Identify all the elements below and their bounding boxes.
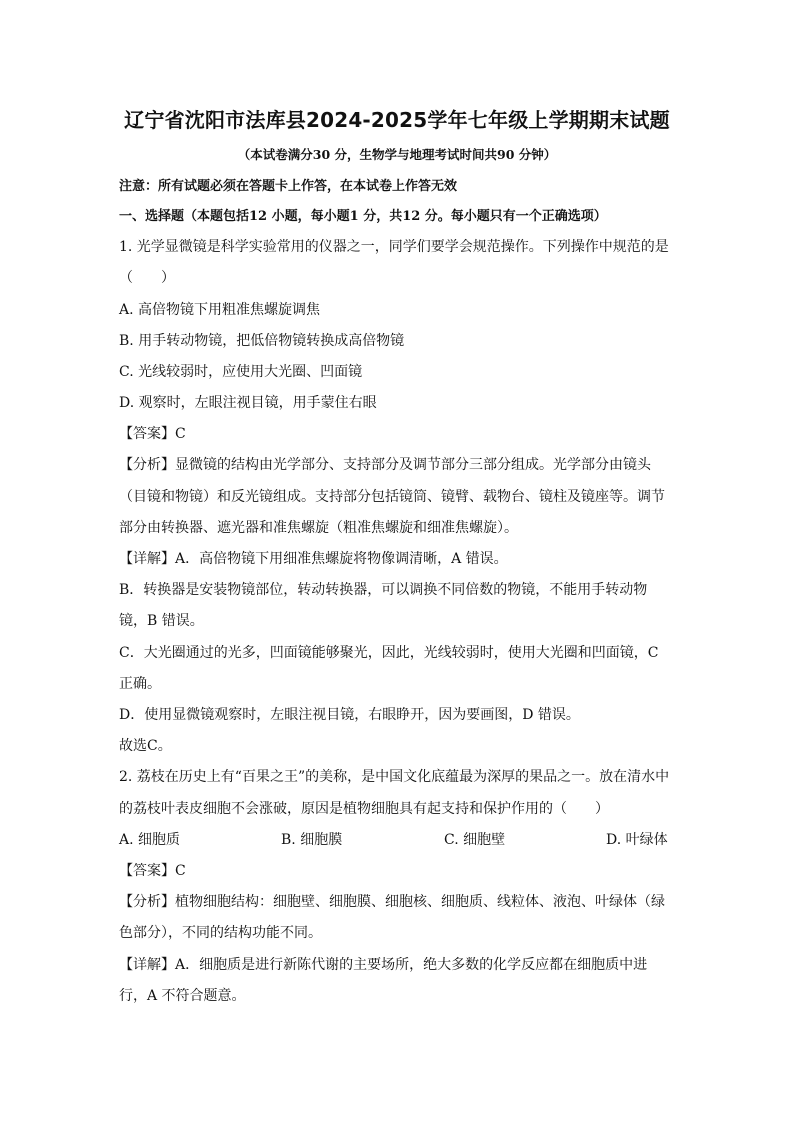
q1-option-a: A. 高倍物镜下用粗准焦螺旋调焦 bbox=[119, 302, 321, 318]
q2-stem-line1: 2. 荔枝在历史上有“百果之王”的美称，是中国文化底蕴最为深厚的果品之一。放在清水中 bbox=[119, 769, 670, 785]
q1-stem-line2: （ ） bbox=[119, 270, 175, 286]
q2-detail-line1: 【详解】A．细胞质是进行新陈代谢的主要场所，绝大多数的化学反应都在细胞质中进 bbox=[119, 957, 648, 973]
page-title: 辽宁省沈阳市法库县2024-2025学年七年级上学期期末试题 bbox=[124, 108, 670, 132]
q1-answer: 【答案】C bbox=[119, 426, 186, 442]
q1-detail-line1: 【详解】A．高倍物镜下用细准焦螺旋将物像调清晰，A 错误。 bbox=[119, 551, 508, 567]
q2-detail-line2: 行，A 不符合题意。 bbox=[119, 988, 246, 1004]
q1-conclusion: 故选C。 bbox=[119, 738, 172, 754]
q1-detail-line2: B．转换器是安装物镜部位，转动转换器，可以调换不同倍数的物镜，不能用手转动物 bbox=[119, 582, 648, 598]
q2-option-d: D. 叶绿体 bbox=[606, 832, 668, 848]
q2-option-a: A. 细胞质 bbox=[119, 832, 181, 848]
q2-analysis-line1: 【分析】植物细胞结构：细胞壁、细胞膜、细胞核、细胞质、线粒体、液泡、叶绿体（绿 bbox=[119, 894, 665, 910]
q1-option-d: D. 观察时，左眼注视目镜，用手蒙住右眼 bbox=[119, 395, 377, 411]
exam-subtitle: （本试卷满分30 分，生物学与地理考试时间共90 分钟） bbox=[237, 147, 557, 162]
q2-option-b: B. 细胞膜 bbox=[281, 832, 343, 848]
q1-analysis-line2: （目镜和物镜）和反光镜组成。支持部分包括镜筒、镜臂、载物台、镜柱及镜座等。调节 bbox=[119, 489, 665, 505]
q1-option-b: B. 用手转动物镜，把低倍物镜转换成高倍物镜 bbox=[119, 333, 405, 349]
q1-detail-line5: 正确。 bbox=[119, 676, 161, 692]
q1-detail-line6: D．使用显微镜观察时，左眼注视目镜，右眼睁开，因为要画图，D 错误。 bbox=[119, 707, 580, 723]
section-heading: 一、选择题（本题包括12 小题，每小题1 分，共12 分。每小题只有一个正确选项） bbox=[119, 209, 607, 224]
q1-analysis-line1: 【分析】显微镜的结构由光学部分、支持部分及调节部分三部分组成。光学部分由镜头 bbox=[119, 457, 651, 473]
notice-text: 注意：所有试题必须在答题卡上作答，在本试卷上作答无效 bbox=[119, 179, 458, 194]
q1-stem-line1: 1. 光学显微镜是科学实验常用的仪器之一，同学们要学会规范操作。下列操作中规范的是 bbox=[119, 239, 669, 255]
q2-option-c: C. 细胞壁 bbox=[444, 832, 506, 848]
q1-option-c: C. 光线较弱时，应使用大光圈、凹面镜 bbox=[119, 364, 363, 380]
q2-analysis-line2: 色部分），不同的结构功能不同。 bbox=[119, 925, 322, 941]
q1-analysis-line3: 部分由转换器、遮光器和准焦螺旋（粗准焦螺旋和细准焦螺旋）。 bbox=[119, 520, 518, 536]
q1-detail-line3: 镜，B 错误。 bbox=[119, 613, 204, 629]
q2-stem-line2: 的荔枝叶表皮细胞不会涨破，原因是植物细胞具有起支持和保护作用的（ ） bbox=[119, 801, 609, 817]
q2-answer: 【答案】C bbox=[119, 863, 186, 879]
q1-detail-line4: C．大光圈通过的光多，凹面镜能够聚光，因此，光线较弱时，使用大光圈和凹面镜，C bbox=[119, 645, 659, 661]
